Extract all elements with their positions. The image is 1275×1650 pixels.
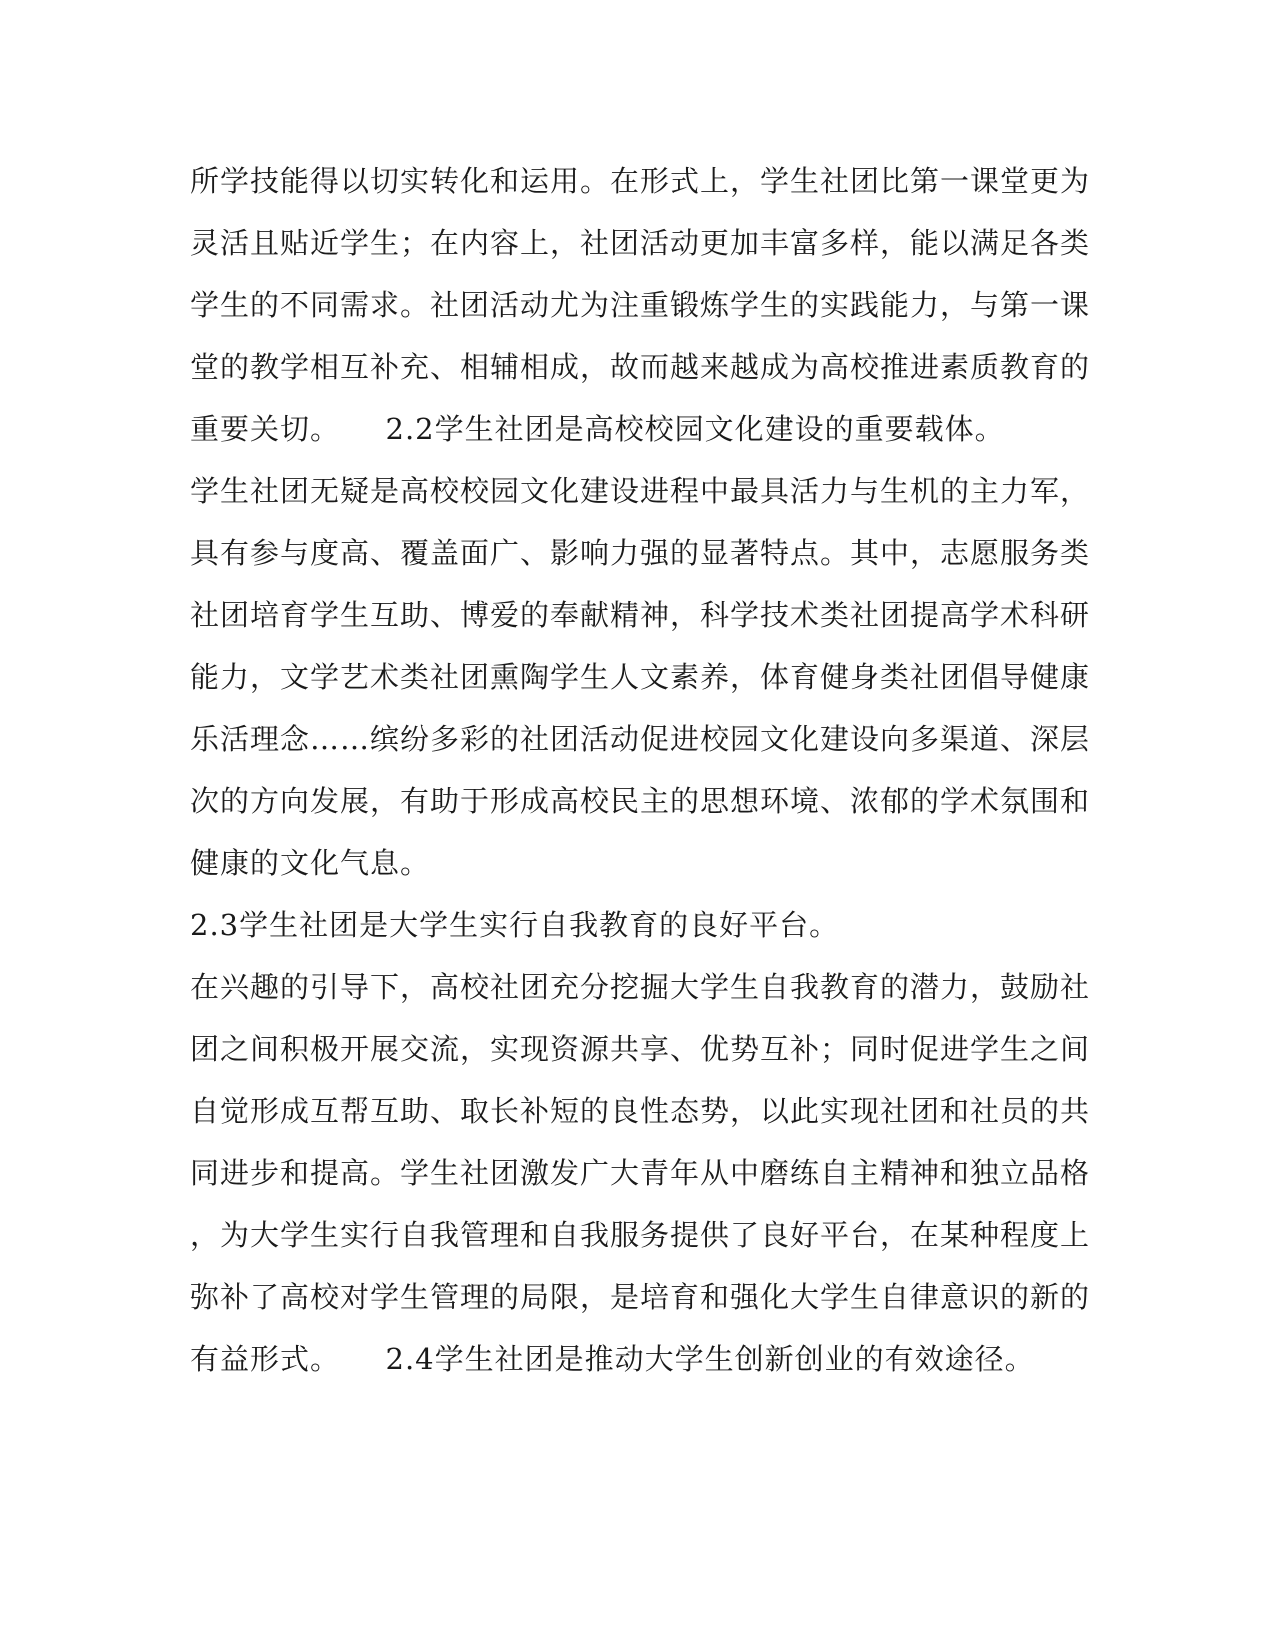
text-line: ，为大学生实行自我管理和自我服务提供了良好平台，在某种程度上 (190, 1218, 1091, 1252)
text-line: 社团培育学生互助、博爱的奉献精神，科学技术类社团提高学术科研 (190, 598, 1091, 632)
section-heading-2-2: 重要关切。 2.2学生社团是高校校园文化建设的重要载体。 (190, 412, 1005, 446)
text-line: 弥补了高校对学生管理的局限，是培育和强化大学生自律意识的新的 (190, 1280, 1091, 1314)
text-line: 堂的教学相互补充、相辅相成，故而越来越成为高校推进素质教育的 (190, 350, 1091, 384)
text-line: 灵活且贴近学生；在内容上，社团活动更加丰富多样，能以满足各类 (190, 226, 1091, 260)
text-line: 具有参与度高、覆盖面广、影响力强的显著特点。其中，志愿服务类 (190, 536, 1091, 570)
text-line: 学生的不同需求。社团活动尤为注重锻炼学生的实践能力，与第一课 (190, 288, 1091, 322)
text-line: 次的方向发展，有助于形成高校民主的思想环境、浓郁的学术氛围和 (190, 784, 1091, 818)
text-line: 能力，文学艺术类社团熏陶学生人文素养，体育健身类社团倡导健康 (190, 660, 1091, 694)
section-heading-2-4: 有益形式。 2.4学生社团是推动大学生创新创业的有效途径。 (190, 1342, 1035, 1376)
section-heading-2-3: 2.3学生社团是大学生实行自我教育的良好平台。 (190, 908, 840, 942)
text-line: 所学技能得以切实转化和运用。在形式上，学生社团比第一课堂更为 (190, 164, 1091, 198)
text-line: 在兴趣的引导下，高校社团充分挖掘大学生自我教育的潜力，鼓励社 (190, 970, 1091, 1004)
text-line: 同进步和提高。学生社团激发广大青年从中磨练自主精神和独立品格 (190, 1156, 1091, 1190)
text-line: 健康的文化气息。 (190, 846, 431, 880)
text-line: 学生社团无疑是高校校园文化建设进程中最具活力与生机的主力军， (190, 474, 1091, 508)
text-line: 乐活理念……缤纷多彩的社团活动促进校园文化建设向多渠道、深层 (190, 722, 1091, 756)
text-line: 自觉形成互帮互助、取长补短的良性态势，以此实现社团和社员的共 (190, 1094, 1091, 1128)
text-line: 团之间积极开展交流，实现资源共享、优势互补；同时促进学生之间 (190, 1032, 1091, 1066)
